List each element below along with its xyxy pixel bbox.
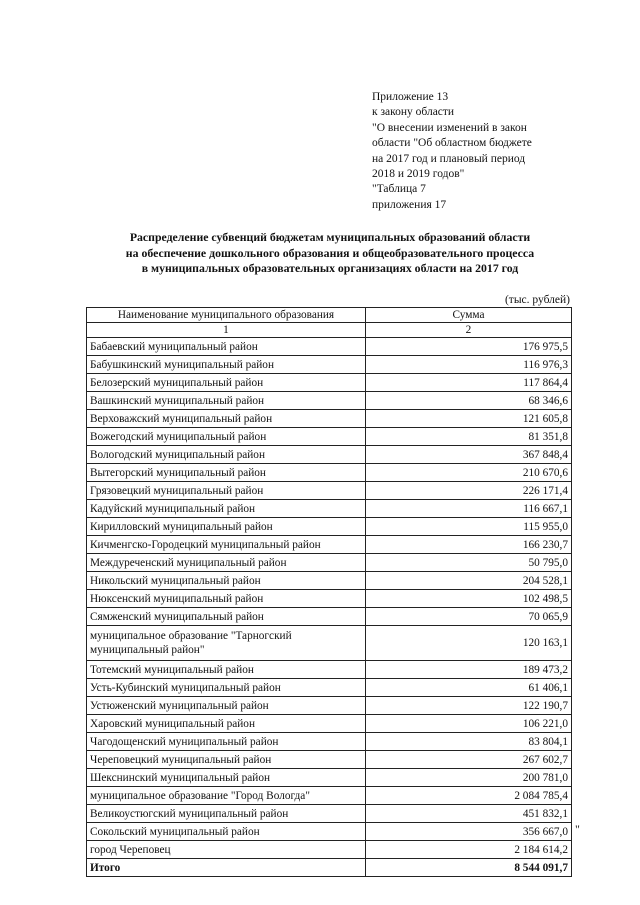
table-row xyxy=(87,733,572,751)
table-row xyxy=(87,500,572,518)
amount-cell: 2 084 785,4 xyxy=(366,787,572,805)
title-line: на обеспечение дошкольного образования и общеобразовательного процесса xyxy=(125,245,535,260)
table-row xyxy=(87,823,572,841)
municipality-name: Череповецкий муниципальный район xyxy=(87,751,366,769)
table-row xyxy=(87,410,572,428)
municipality-name: Великоустюгский муниципальный район xyxy=(87,805,366,823)
table-row xyxy=(87,518,572,536)
amount-cell: 356 667,0 xyxy=(366,823,572,841)
amount-cell: 106 221,0 xyxy=(366,715,572,733)
amount-cell: 81 351,8 xyxy=(366,428,572,446)
amount-cell: 115 955,0 xyxy=(366,518,572,536)
annex-line: "Таблица 7 xyxy=(372,183,426,196)
municipality-name: Сокольский муниципальный район xyxy=(87,823,366,841)
amount-cell: 117 864,4 xyxy=(366,374,572,392)
total-row xyxy=(87,859,572,877)
amount-cell: 204 528,1 xyxy=(366,572,572,590)
amount-cell: 122 190,7 xyxy=(366,697,572,715)
header-name: Наименование муниципального образования xyxy=(87,308,366,323)
document-title xyxy=(60,230,600,277)
municipality-name: Грязовецкий муниципальный район xyxy=(87,482,366,500)
municipality-name: Тотемский муниципальный район xyxy=(87,661,366,679)
amount-cell: 210 670,6 xyxy=(366,464,572,482)
municipality-name: муниципальное образование "Город Вологда" xyxy=(87,787,366,805)
table-row xyxy=(87,356,572,374)
amount-cell: 200 781,0 xyxy=(366,769,572,787)
municipality-name: Вытегорский муниципальный район xyxy=(87,464,366,482)
table-row xyxy=(87,590,572,608)
table-row xyxy=(87,769,572,787)
municipality-name: Кирилловский муниципальный район xyxy=(87,518,366,536)
municipality-name: Кадуйский муниципальный район xyxy=(87,500,366,518)
municipality-name: Белозерский муниципальный район xyxy=(87,374,366,392)
header-amount: Сумма xyxy=(366,308,572,323)
table-row xyxy=(87,715,572,733)
municipality-name: Сямженский муниципальный район xyxy=(87,608,366,626)
column-number-row xyxy=(87,323,572,338)
annex-line: приложения 17 xyxy=(372,198,447,211)
table-row xyxy=(87,536,572,554)
amount-cell: 2 184 614,2 xyxy=(366,841,572,859)
annex-line: к закону области xyxy=(372,106,455,119)
column-number: 2 xyxy=(366,323,572,338)
title-line: Распределение субвенций бюджетам муниципальных образований области xyxy=(129,230,531,244)
annex-line: Приложение 13 xyxy=(372,91,449,103)
amount-cell: 166 230,7 xyxy=(366,536,572,554)
amount-cell: 226 171,4 xyxy=(366,482,572,500)
amount-cell: 451 832,1 xyxy=(366,805,572,823)
table-row xyxy=(87,841,572,859)
municipality-name: Устюженский муниципальный район xyxy=(87,697,366,715)
amount-cell: 120 163,1 xyxy=(366,626,572,661)
column-number: 1 xyxy=(87,323,366,338)
municipality-name: Бабаевский муниципальный район xyxy=(87,338,366,356)
amount-cell: 267 602,7 xyxy=(366,751,572,769)
municipality-name: Нюксенский муниципальный район xyxy=(87,590,366,608)
municipality-name: Вологодский муниципальный район xyxy=(87,446,366,464)
municipality-name: Шекснинский муниципальный район xyxy=(87,769,366,787)
distribution-table xyxy=(86,307,572,877)
municipality-name: Междуреченский муниципальный район xyxy=(87,554,366,572)
table-row xyxy=(87,374,572,392)
table-row xyxy=(87,626,572,661)
amount-cell: 189 473,2 xyxy=(366,661,572,679)
table-row xyxy=(87,805,572,823)
total-label: Итого xyxy=(87,859,366,877)
amount-cell: 116 667,1 xyxy=(366,500,572,518)
table-row xyxy=(87,751,572,769)
table-row xyxy=(87,428,572,446)
title-line: в муниципальных образовательных организациях области на 2017 год xyxy=(141,261,519,275)
municipality-name: Вожегодский муниципальный район xyxy=(87,428,366,446)
municipality-name: Вашкинский муниципальный район xyxy=(87,392,366,410)
closing-quote: " xyxy=(575,822,580,836)
table-row xyxy=(87,572,572,590)
amount-cell: 102 498,5 xyxy=(366,590,572,608)
table-row xyxy=(87,787,572,805)
table-row xyxy=(87,482,572,500)
amount-cell: 50 795,0 xyxy=(366,554,572,572)
municipality-name: Усть-Кубинский муниципальный район xyxy=(87,679,366,697)
amount-cell: 61 406,1 xyxy=(366,679,572,697)
amount-cell: 116 976,3 xyxy=(366,356,572,374)
table-row xyxy=(87,554,572,572)
municipality-name: Верховажский муниципальный район xyxy=(87,410,366,428)
table-row xyxy=(87,679,572,697)
table-row xyxy=(87,608,572,626)
annex-reference xyxy=(372,90,572,213)
table-row xyxy=(87,661,572,679)
amount-cell: 83 804,1 xyxy=(366,733,572,751)
amount-cell: 121 605,8 xyxy=(366,410,572,428)
municipality-name: Никольский муниципальный район xyxy=(87,572,366,590)
annex-line: 2018 и 2019 годов" xyxy=(372,168,465,181)
municipality-name: Кичменгско-Городецкий муниципальный район xyxy=(87,536,366,554)
municipality-name: город Череповец xyxy=(87,841,366,859)
annex-line: "О внесении изменений в закон xyxy=(372,121,527,134)
amount-cell: 176 975,5 xyxy=(366,338,572,356)
municipality-name: Чагодощенский муниципальный район xyxy=(87,733,366,751)
table-row xyxy=(87,392,572,410)
amount-cell: 367 848,4 xyxy=(366,446,572,464)
table-row xyxy=(87,446,572,464)
total-amount: 8 544 091,7 xyxy=(366,859,572,877)
unit-label: (тыс. рублей) xyxy=(504,294,570,306)
amount-cell: 70 065,9 xyxy=(366,608,572,626)
municipality-name: муниципальное образование "Тарногский муниципальный район" xyxy=(87,626,366,661)
annex-line: на 2017 год и плановый период xyxy=(372,152,526,165)
annex-line: области "Об областном бюджете xyxy=(372,137,532,150)
amount-cell: 68 346,6 xyxy=(366,392,572,410)
municipality-name: Бабушкинский муниципальный район xyxy=(87,356,366,374)
table-header-row xyxy=(87,308,572,323)
table-row xyxy=(87,338,572,356)
table-row xyxy=(87,697,572,715)
municipality-name: Харовский муниципальный район xyxy=(87,715,366,733)
table-row xyxy=(87,464,572,482)
